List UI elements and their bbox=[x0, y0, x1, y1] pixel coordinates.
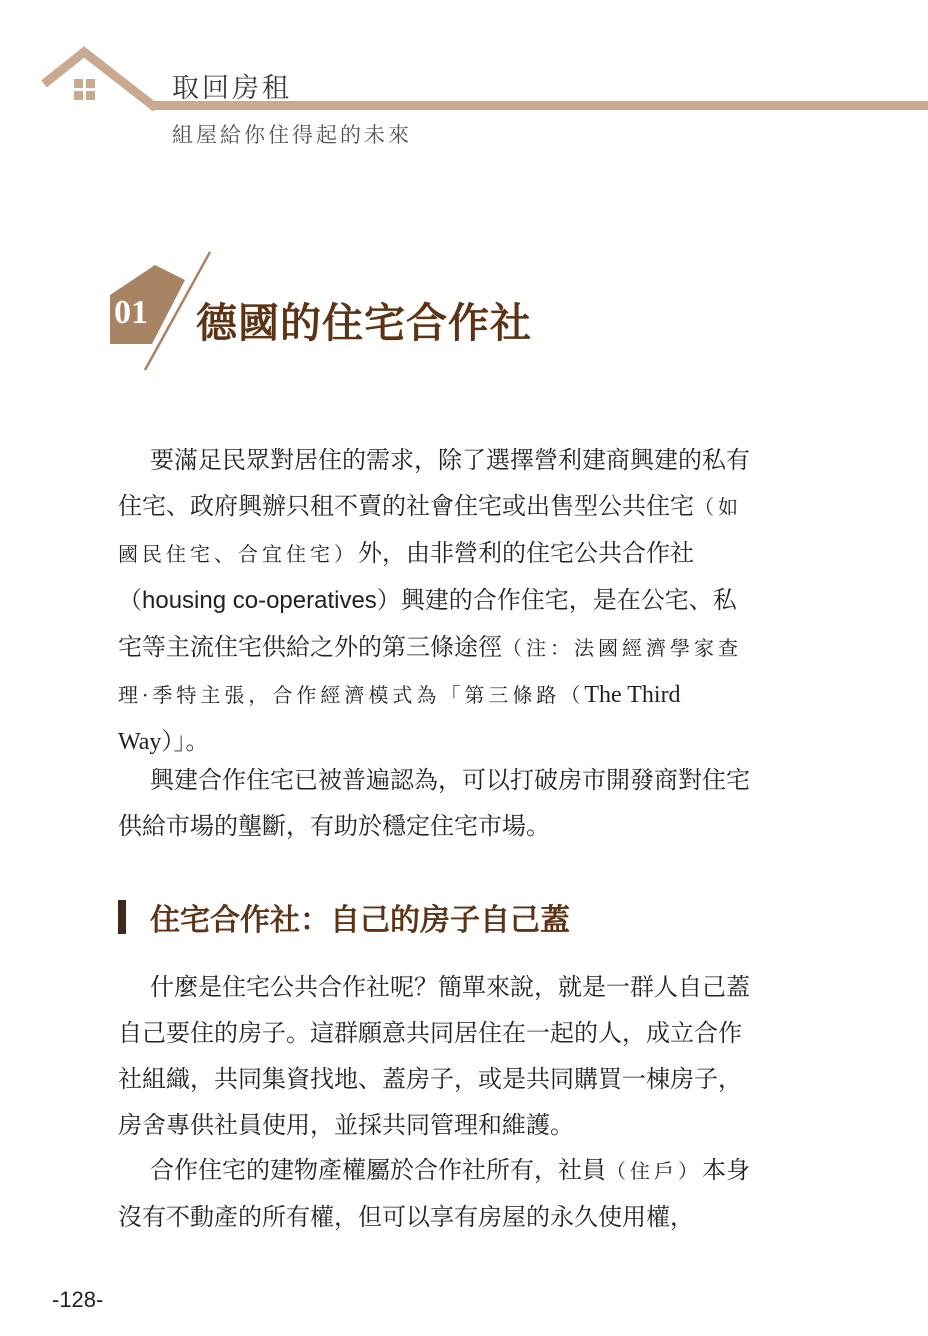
house-icon bbox=[40, 46, 170, 116]
body-paragraph bbox=[118, 964, 758, 1148]
footnote-text: （注：法國經濟學家查理·季特主張，合作經濟模式為「第三條路（ bbox=[118, 636, 742, 707]
inline-note: （如國民住宅、合宜住宅） bbox=[118, 495, 742, 566]
chapter-title: 德國的住宅合作社 bbox=[196, 299, 532, 347]
chapter-number: 01 bbox=[114, 294, 148, 331]
body-paragraph bbox=[118, 1147, 758, 1240]
body-paragraph bbox=[118, 437, 758, 765]
paragraph-text: 本身沒有不動產的所有權，但可以享有房屋的永久使用權， bbox=[118, 1156, 750, 1231]
paragraph-text: 什麼是住宅公共合作社呢？簡單來說，就是一群人自己蓋自己要住的房子。這群願意共同居住在一起的人，成立合作社組織，共同集資找地、蓋房子，或是共同購買一棟房子，房舍專供社員使用，並採共同管理和維護。 bbox=[118, 973, 750, 1139]
paragraph-text: 興建的合作住宅，是在公宅、私宅等主流住宅供給之外的第三條途徑 bbox=[118, 586, 737, 661]
book-title: 取回房租 bbox=[172, 73, 292, 104]
paragraph-text: 要滿足民眾對居住的需求，除了選擇營利建商興建的私有住宅、政府興辦只租不賣的社會住宅或出售型公共住宅 bbox=[118, 446, 750, 520]
english-term: （housing co-operatives） bbox=[118, 587, 401, 614]
book-subtitle: 組屋給你住得起的未來 bbox=[172, 123, 412, 147]
page-number: -128- bbox=[52, 1287, 104, 1312]
section-marker bbox=[118, 900, 126, 934]
paragraph-text: 興建合作住宅已被普遍認為，可以打破房市開發商對住宅供給市場的壟斷，有助於穩定住宅市場。 bbox=[118, 766, 750, 840]
paragraph-text: 合作住宅的建物產權屬於合作社所有，社員 bbox=[150, 1156, 606, 1184]
footnote-close: ）」。 bbox=[161, 727, 210, 755]
english-term: The Third Way bbox=[118, 682, 681, 755]
body-paragraph bbox=[118, 757, 758, 849]
inline-note: （住戶） bbox=[606, 1159, 702, 1183]
section-title: 住宅合作社：自己的房子自己蓋 bbox=[150, 903, 570, 938]
paragraph-text: 外，由非營利的住宅公共合作社 bbox=[358, 539, 694, 567]
